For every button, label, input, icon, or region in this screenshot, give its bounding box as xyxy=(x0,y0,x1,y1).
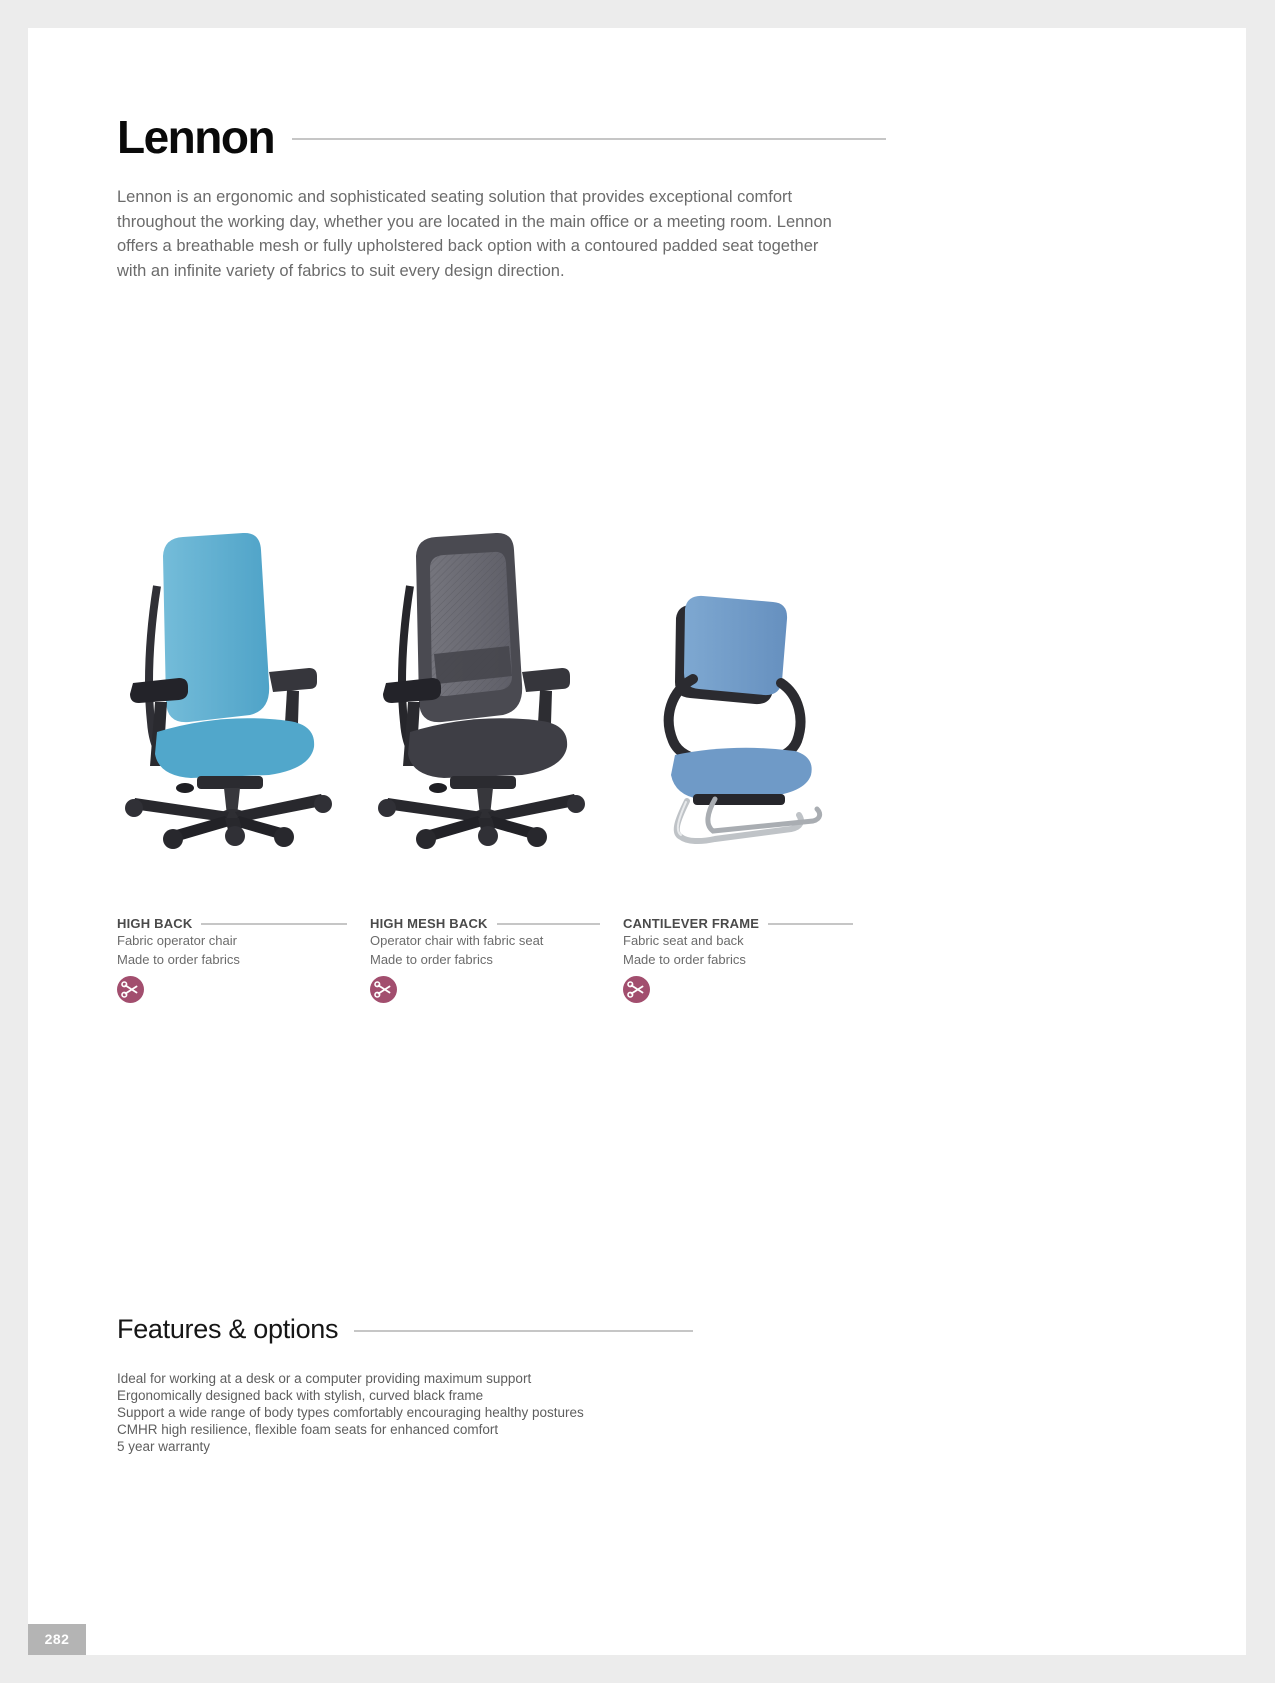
product-card-high-mesh-back xyxy=(370,526,623,1003)
features-title: Features & options xyxy=(117,1314,339,1344)
feature-item: Ergonomically designed back with stylish, curved black frame xyxy=(117,1388,484,1403)
page-title: Lennon xyxy=(117,111,275,163)
feature-item: 5 year warranty xyxy=(117,1439,211,1454)
product-name: HIGH BACK xyxy=(117,916,193,931)
caption-rule xyxy=(497,923,600,925)
features-section xyxy=(117,1314,737,1455)
high-back-chair-image xyxy=(117,526,370,848)
title-rule xyxy=(292,138,886,140)
catalog-page xyxy=(28,28,1246,1655)
cantilever-chair-illustration xyxy=(623,583,848,848)
product-type: Operator chair with fabric seat xyxy=(370,933,544,948)
product-description: Lennon is an ergonomic and sophisticated seating solution that provides exceptional comfort throughout the working day, whether you are located in the main office or a meeting room. Lennon offers a breathable mesh or fully upholstered back option with a contoured padded seat together with an infinite variety of fabrics to suit every design direction. xyxy=(117,188,832,280)
product-fabric-note: Made to order fabrics xyxy=(370,951,493,967)
feature-item: Ideal for working at a desk or a computer providing maximum support xyxy=(117,1371,532,1386)
scissors-icon xyxy=(370,976,397,1003)
product-fabric-note: Made to order fabrics xyxy=(117,951,240,967)
product-caption xyxy=(370,916,600,1003)
product-card-high-back xyxy=(117,526,370,1003)
scissors-icon xyxy=(117,976,144,1003)
product-caption xyxy=(623,916,853,1003)
product-name: HIGH MESH BACK xyxy=(370,916,488,931)
office-chair-blue-high-back-illustration xyxy=(117,526,352,848)
cantilever-chair-image xyxy=(623,526,876,848)
office-chair-mesh-back-illustration xyxy=(370,526,605,848)
scissors-icon xyxy=(623,976,650,1003)
product-card-cantilever-frame xyxy=(623,526,876,1003)
features-title-row xyxy=(117,1314,693,1345)
caption-rule xyxy=(201,923,347,925)
features-list xyxy=(117,1370,737,1455)
product-type: Fabric operator chair xyxy=(117,933,237,948)
high-mesh-back-chair-image xyxy=(370,526,623,848)
features-rule xyxy=(354,1330,693,1332)
product-fabric-note: Made to order fabrics xyxy=(623,951,746,967)
product-type: Fabric seat and back xyxy=(623,933,744,948)
title-row xyxy=(117,112,886,163)
feature-item: CMHR high resilience, flexible foam seats for enhanced comfort xyxy=(117,1422,499,1437)
feature-item: Support a wide range of body types comfortably encouraging healthy postures xyxy=(117,1405,584,1420)
product-row xyxy=(117,526,876,1003)
product-caption xyxy=(117,916,347,1003)
page-number-badge: 282 xyxy=(28,1624,86,1655)
caption-rule xyxy=(768,923,853,925)
product-name: CANTILEVER FRAME xyxy=(623,916,760,931)
